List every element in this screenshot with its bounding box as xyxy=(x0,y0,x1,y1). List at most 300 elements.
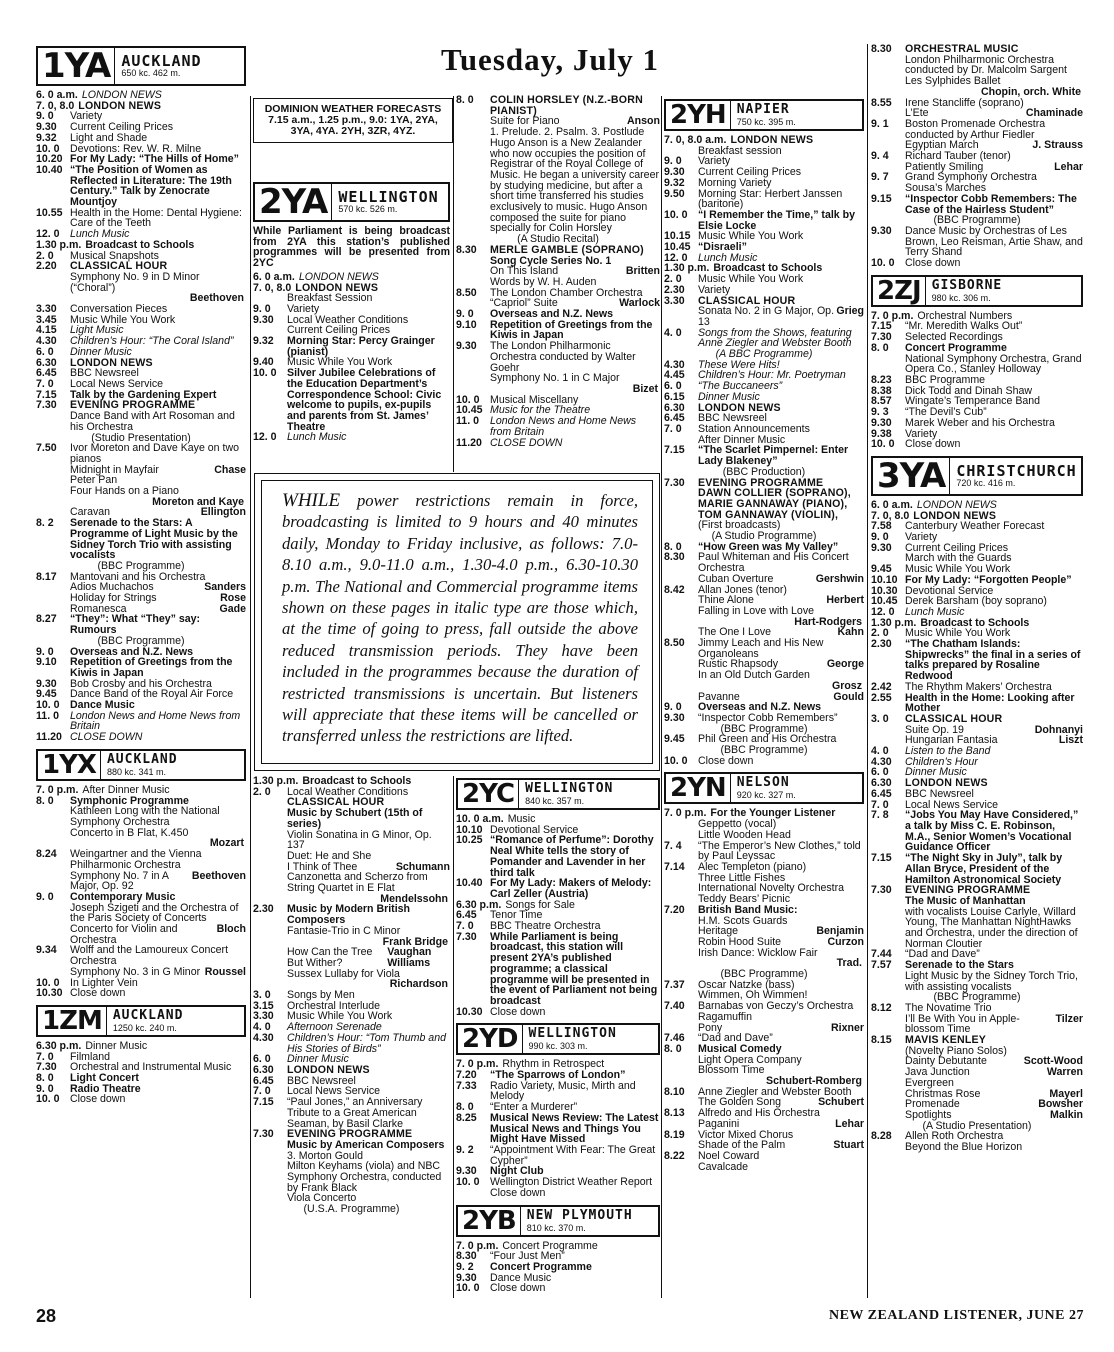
programme-item xyxy=(664,488,864,520)
programme-title: Irene Stancliffe (soprano) xyxy=(905,96,1024,109)
programme-item xyxy=(871,1067,1083,1078)
column-3-top xyxy=(456,95,660,471)
programme-time: 7.30 xyxy=(456,930,477,943)
programme-time: 4.15 xyxy=(36,324,57,337)
programme-title: National Symphony Orchestra, Grand Opera Co., Stanley Holloway xyxy=(905,352,1082,376)
programme-title: Grand Symphony Orchestra xyxy=(905,171,1037,184)
programme-time: 7.30 xyxy=(664,476,685,489)
programme-title: Serenade to the Stars: A Programme of Light Music by the Sidney Torch Trio with assisting vocalists xyxy=(70,517,238,562)
programme-title: Tenor Time xyxy=(490,909,543,922)
programme-title: Children’s Hour: Mr. Poetryman xyxy=(698,369,846,382)
programme-time: 2.30 xyxy=(871,638,892,651)
composer-credit: Anson xyxy=(627,115,660,128)
forecast-text: 7.15 a.m., 1.25 p.m., 9.0: 1YA, 2YA, 3YA, 4YA. 2YH, 3ZR, 4YZ. xyxy=(268,114,438,137)
programme-time: 2. 0 xyxy=(871,627,889,640)
programme-time: 8.15 xyxy=(871,1034,892,1047)
programme-title: Light Concert xyxy=(70,1072,139,1085)
programme-title: LONDON NEWS xyxy=(70,356,153,369)
programme-item xyxy=(871,639,1083,682)
piece-title: Pony xyxy=(698,1021,723,1034)
programme-item xyxy=(456,341,660,373)
programme-title: Variety xyxy=(287,302,320,315)
programme-title: “Enter a Murderer” xyxy=(490,1101,578,1114)
programme-title: MAVIS KENLEY xyxy=(905,1034,987,1047)
programme-title: Symphony No. 9 in D Minor (“Choral”) xyxy=(70,270,200,294)
piece-title: The Golden Song xyxy=(698,1096,782,1109)
station-call-sign: 1YX xyxy=(38,751,101,779)
piece-title: Concerto for Violin and Orchestra xyxy=(70,923,178,946)
programme-item xyxy=(871,1078,1083,1089)
programme-title: Station Announcements xyxy=(698,422,810,435)
piece-title: Adios Muchachos xyxy=(70,581,154,594)
programme-title: Teddy Bears’ Picnic xyxy=(698,893,791,906)
weather-forecast-box xyxy=(253,98,453,143)
programme-title: Lunch Music xyxy=(905,605,965,618)
programme-time: 9.30 xyxy=(871,416,892,429)
station-header-3ya xyxy=(871,456,1083,496)
programme-title: Four Hands on a Piano xyxy=(70,485,179,498)
station-call-sign: 2YB xyxy=(458,1207,521,1235)
programme-item xyxy=(36,1094,246,1105)
programme-title: Anne Ziegler and Webster Booth xyxy=(698,1085,852,1098)
programme-item xyxy=(664,1162,864,1173)
piece-title: Suite Op. 19 xyxy=(905,723,964,736)
programme-title: “The Emperor’s New Clothes,” told by Paul Leyssac xyxy=(698,839,861,863)
programme-title: LONDON NEWS xyxy=(287,1063,370,1076)
composer-credit: Warlock xyxy=(619,297,660,310)
programme-title: Variety xyxy=(905,427,938,440)
programme-title: While Parliament is being broadcast, this station will present 2YA’s published programme; a classical programme will be presented in the event of Parliament not being broadcast xyxy=(490,930,658,1007)
composer-credit: Rose xyxy=(220,592,246,605)
programme-item xyxy=(664,841,864,862)
programme-list-2zj xyxy=(871,311,1083,450)
programme-item xyxy=(664,1001,864,1012)
piece-title: Java Junction xyxy=(905,1066,970,1079)
programme-time: 6. 0 xyxy=(871,766,889,779)
column-2-bottom xyxy=(253,776,450,1296)
composer-credit: Herbert xyxy=(826,594,864,607)
programme-time: 7.30 xyxy=(36,399,57,412)
station-city: NAPIER xyxy=(736,102,790,117)
programme-title: Close down xyxy=(490,1282,546,1295)
programme-title: (Novelty Piano Solos) xyxy=(905,1044,1007,1057)
programme-note: (A Studio Presentation) xyxy=(922,1119,1032,1132)
station-city: CHRISTCHURCH xyxy=(956,461,1077,480)
programme-title xyxy=(70,871,246,892)
programme-title: Beyond the Blue Horizon xyxy=(905,1141,1023,1154)
programme-time: 9.30 xyxy=(871,224,892,237)
programme-title: Night Club xyxy=(490,1165,544,1178)
programme-title: Cavalcade xyxy=(698,1160,749,1173)
programme-title: Bob Crosby and his Orchestra xyxy=(70,677,212,690)
programme-title: “Mr. Meredith Walks Out” xyxy=(905,320,1023,333)
programme-title: Repetition of Greetings from the Kiwis in Japan xyxy=(490,318,653,342)
programme-item xyxy=(36,711,246,732)
programme-item xyxy=(871,853,1083,885)
programme-title: Sousa’s Marches xyxy=(905,182,987,195)
programme-title: “The Devil’s Cub” xyxy=(905,406,987,419)
programme-item xyxy=(871,971,1083,992)
programme-item xyxy=(36,849,246,870)
programme-list-2yh-evening xyxy=(871,44,1083,269)
programme-title: Close down xyxy=(70,987,126,1000)
programme-time: 9.32 xyxy=(664,176,685,189)
programme-item xyxy=(664,178,864,189)
composer-credit: Vaughan Williams xyxy=(387,946,432,969)
programme-item xyxy=(456,835,660,878)
programme-time: 10.10 xyxy=(871,573,898,586)
programme-item xyxy=(36,1041,246,1052)
composer-credit: Mendelssohn xyxy=(380,892,448,905)
programme-title: Wingate’s Temperance Band xyxy=(905,395,1041,408)
station-header-2yn xyxy=(664,772,864,804)
programme-time: 3.30 xyxy=(664,294,685,307)
programme-item xyxy=(664,1151,864,1162)
programme-time: 7.37 xyxy=(664,978,685,991)
programme-item xyxy=(456,138,660,234)
programme-title xyxy=(70,924,246,945)
programme-item xyxy=(871,789,1083,800)
programme-item xyxy=(456,1007,660,1018)
programme-note: (BBC Programme) xyxy=(97,559,185,572)
programme-item xyxy=(871,194,1083,215)
piece-title: Egyptian March xyxy=(905,139,979,152)
programme-title: Oscar Natzke (bass) xyxy=(698,978,795,991)
programme-title: London Philharmonic Orchestra conducted by Dr. Malcolm Sargent xyxy=(905,53,1067,77)
programme-time: 10.30 xyxy=(456,1005,483,1018)
station-city: AUCKLAND xyxy=(121,52,202,70)
programme-time: 9.15 xyxy=(871,192,892,205)
programme-item xyxy=(664,1140,864,1151)
programme-title: H.M. Scots Guards xyxy=(698,914,788,927)
programme-title: CLASSICAL HOUR xyxy=(905,712,1003,725)
programme-time: 9.38 xyxy=(871,427,892,440)
programme-title: “The Chatham Islands: Shipwrecks” the final in a series of talks prepared by Rosaline Redwood xyxy=(905,638,1081,683)
programme-title: Variety xyxy=(905,531,938,544)
programme-title: BBC Newsreel xyxy=(70,367,139,380)
programme-note: (BBC Programme) xyxy=(933,214,1021,227)
station-city: NEW PLYMOUTH xyxy=(526,1207,633,1223)
programme-time: 7. 0 p.m. xyxy=(456,1239,499,1252)
programme-time: 8.30 xyxy=(456,243,477,256)
programme-time: 10.45 xyxy=(456,404,483,417)
programme-item xyxy=(456,1145,660,1166)
programme-item xyxy=(664,1119,864,1130)
station-header-1ya xyxy=(36,46,246,86)
programme-title: Blossom Time xyxy=(698,1064,765,1077)
programme-title: Wolff and the Lamoureux Concert Orchestra xyxy=(70,944,229,968)
programme-item xyxy=(456,1188,660,1199)
programme-title: LONDON NEWS xyxy=(916,498,997,511)
programme-time: 6. 0 xyxy=(36,345,54,358)
programme-title: Lunch Music xyxy=(70,228,130,241)
piece-title: I’ll Be With You in Apple-blossom Time xyxy=(905,1012,1020,1036)
programme-item xyxy=(456,1113,660,1145)
programme-time: 4. 0 xyxy=(871,745,889,758)
programme-item xyxy=(253,1097,450,1129)
column-2-top xyxy=(253,180,450,466)
programme-time: 9. 0 xyxy=(36,645,54,658)
programme-title: Falling in Love with Love xyxy=(698,604,815,617)
composer-credit: Mozart xyxy=(209,837,244,850)
programme-time: 10. 0 xyxy=(36,976,60,989)
composer-credit: Richardson xyxy=(389,978,448,991)
programme-list-2ya xyxy=(253,226,450,443)
programme-item xyxy=(456,1081,660,1102)
programme-title: Dance Band of the Royal Air Force xyxy=(70,688,234,701)
programme-time: 10.30 xyxy=(36,987,63,1000)
station-call-sign: 1YA xyxy=(38,48,115,84)
programme-item xyxy=(36,689,246,700)
programme-time: 7.15 xyxy=(36,388,57,401)
programme-title: Derek Barsham (boy soprano) xyxy=(905,595,1047,608)
programme-time: 7.50 xyxy=(36,442,57,455)
programme-time: 2.42 xyxy=(871,680,892,693)
programme-title: “Dad and Dave” xyxy=(698,1032,773,1045)
programme-title: Irish Dance: Wicklow Fair xyxy=(698,946,818,959)
programme-title: Phil Green and His Orchestra xyxy=(698,733,837,746)
programme-title: Joseph Szigeti and the Orchestra of the Paris Society of Concerts xyxy=(70,901,239,925)
programme-time: 9. 0 xyxy=(871,531,889,544)
programme-time: 7. 0 p.m. xyxy=(664,807,707,820)
programme-time: 10.55 xyxy=(36,206,63,219)
programme-title: Close down xyxy=(698,754,754,767)
programme-time: 8.30 xyxy=(871,44,892,55)
programme-item xyxy=(664,328,864,349)
programme-title: Close down xyxy=(905,438,961,451)
programme-title: “Inspector Cobb Remembers: The Case of the Hairless Student” xyxy=(905,192,1077,216)
programme-time: 7. 0 p.m. xyxy=(456,1058,499,1071)
station-frequency: 840 kc. 357 m. xyxy=(525,796,585,806)
programme-item xyxy=(36,593,246,604)
piece-title: “Capriol” Suite xyxy=(490,297,558,310)
programme-title: Musical Comedy xyxy=(698,1042,782,1055)
programme-time: 8.50 xyxy=(664,637,685,650)
composer-credit: Dohnanyi xyxy=(1034,723,1083,736)
piece-title: Suite for Piano xyxy=(490,115,560,128)
composer-credit: Gershwin xyxy=(815,572,864,585)
programme-title: These Were Hits! xyxy=(698,358,780,371)
piece-title: Hungarian Fantasia xyxy=(905,734,998,747)
programme-item xyxy=(253,1140,450,1151)
programme-title xyxy=(698,1119,864,1130)
programme-item xyxy=(456,1177,660,1188)
programme-list-2yb xyxy=(456,1241,660,1295)
programme-title: Paul Whiteman and His Concert Orchestra xyxy=(698,551,849,575)
programme-time: 2.30 xyxy=(253,903,274,916)
programme-title: “Inspector Cobb Remembers” xyxy=(698,711,838,724)
programme-list-2ya-afternoon xyxy=(253,776,450,1215)
programme-time: 3.30 xyxy=(253,1010,274,1023)
programme-title: Orchestral Interlude xyxy=(287,999,381,1012)
programme-time: 10. 0 xyxy=(664,208,688,221)
programme-item xyxy=(871,810,1083,853)
programme-time: 9. 3 xyxy=(871,406,889,419)
programme-title: BBC Newsreel xyxy=(287,1074,356,1087)
programme-item xyxy=(871,226,1083,258)
programme-time: 7. 4 xyxy=(664,839,682,852)
programme-time: 8. 2 xyxy=(36,517,54,530)
programme-list-2ya-evening xyxy=(456,95,660,448)
programme-time: 1.30 p.m. xyxy=(36,238,82,251)
programme-title: Local News Service xyxy=(70,377,164,390)
programme-time: 12. 0 xyxy=(253,431,277,444)
programme-item xyxy=(456,438,660,449)
programme-title: Local Weather Conditions xyxy=(287,313,409,326)
programme-time: 6.45 xyxy=(36,367,57,380)
programme-title: Local News Service xyxy=(287,1085,381,1098)
piece-title: Symphony No. 3 in G Minor xyxy=(70,965,201,978)
programme-title: Light Music by the Sidney Torch Trio, with assisting vocalists xyxy=(905,969,1078,993)
programme-item xyxy=(664,381,864,392)
composer-credit: Lehar xyxy=(835,1117,864,1130)
programme-time: 8.57 xyxy=(871,395,892,408)
programme-title: Geppetto (vocal) xyxy=(698,818,777,831)
programme-time: 10. 0 a.m. xyxy=(456,813,504,825)
programme-item xyxy=(36,465,246,476)
programme-title: Music for the Theatre xyxy=(490,404,591,417)
programme-item xyxy=(871,1014,1083,1035)
programme-time: 7. 0, 8.0 xyxy=(36,99,75,112)
programme-item xyxy=(36,358,246,369)
programme-time: 9.34 xyxy=(36,944,57,957)
programme-title: “The Sparrows of London” xyxy=(490,1069,626,1082)
station-city: WELLINGTON xyxy=(338,188,439,206)
composer-credit: Schumann xyxy=(395,860,450,873)
programme-time: 9.45 xyxy=(36,688,57,701)
station-header-2yb xyxy=(456,1205,660,1237)
programme-title: Variety xyxy=(698,155,731,168)
programme-title: Songs for Sale xyxy=(505,898,575,911)
programme-title: CLASSICAL HOUR xyxy=(70,260,168,273)
programme-time: 6. 0 a.m. xyxy=(871,498,913,511)
programme-title xyxy=(698,306,864,327)
programme-title: COLIN HORSLEY (N.Z.-BORN PIANIST) xyxy=(490,95,643,117)
station-call-sign: 2YD xyxy=(458,1025,523,1053)
programme-title: “Paul Jones,” an Anniversary Tribute to a Great American Seaman, by Basil Clarke xyxy=(287,1096,423,1130)
programme-time: 10.40 xyxy=(456,877,483,890)
programme-item xyxy=(871,575,1083,586)
programme-title: “Disraeli” xyxy=(698,241,747,254)
programme-title: Dance Music xyxy=(490,1271,552,1284)
programme-title: Light and Shade xyxy=(70,131,148,144)
programme-item xyxy=(871,778,1083,789)
programme-item xyxy=(871,429,1083,440)
programme-time: 9.32 xyxy=(253,335,274,348)
notice-first-word: WHILE xyxy=(282,490,341,511)
piece-title: Promenade xyxy=(905,1098,960,1111)
programme-item xyxy=(36,945,246,966)
programme-time: 6. 0 a.m. xyxy=(36,89,78,101)
programme-item xyxy=(36,133,246,144)
programme-time: 7.15 xyxy=(253,1096,274,1109)
programme-time: 7. 0, 8.0 a.m. xyxy=(664,134,727,146)
programme-time: 4. 0 xyxy=(664,326,682,339)
programme-time: 10. 0 xyxy=(36,142,60,155)
programme-time: 1.30 p.m. xyxy=(664,262,710,275)
programme-item xyxy=(871,521,1083,532)
station-frequency: 720 kc. 416 m. xyxy=(956,477,1016,488)
programme-item xyxy=(664,274,864,285)
programme-title: Broadcast to Schools xyxy=(920,616,1030,629)
programme-title: Broadcast to Schools xyxy=(713,262,823,275)
programme-title: Dance Band with Art Rosoman and his Orchestra xyxy=(70,410,235,433)
piece-title: On This Island xyxy=(490,265,559,278)
programme-title: Dinner Music xyxy=(85,1039,148,1052)
programme-time: 8. 0 xyxy=(36,794,54,807)
station-city: NELSON xyxy=(736,775,790,791)
programme-title: CLASSICAL HOUR xyxy=(287,796,385,809)
programme-title: Music by Modern British Composers xyxy=(287,903,411,927)
programme-time: 8.24 xyxy=(36,848,57,861)
programme-title xyxy=(698,574,864,585)
programme-title: Breakfast session xyxy=(698,144,782,157)
programme-title: Evergreen xyxy=(905,1076,954,1089)
programme-time: 10.30 xyxy=(871,584,898,597)
programme-time: 7. 0 xyxy=(36,377,54,390)
programme-title: The London Chamber Orchestra xyxy=(490,286,643,299)
programme-time: 7.46 xyxy=(664,1032,685,1045)
programme-time: 9.30 xyxy=(456,1165,477,1178)
programme-title: Milton Keyhams (viola) and NBC Symphony Orchestra, conducted by Frank Black xyxy=(287,1160,442,1194)
programme-item xyxy=(36,657,246,678)
programme-title: LONDON NEWS xyxy=(698,401,781,414)
programme-title: DAWN COLLIER (SOPRANO), MARIE GANNAWAY (PIANO), TOM GANNAWAY (VIOLIN), xyxy=(698,487,851,521)
station-frequency: 980 kc. 306 m. xyxy=(931,292,991,303)
programme-title: Morning Variety xyxy=(698,176,772,189)
programme-title: Close down xyxy=(490,1186,546,1199)
station-call-sign: 3YA xyxy=(873,458,950,494)
programme-time: 8. 0 xyxy=(664,1042,682,1055)
programme-title: 3. Morton Gould xyxy=(287,1149,363,1162)
programme-title: Boston Promenade Orchestra conducted by Arthur Fiedler xyxy=(905,117,1046,141)
programme-title xyxy=(287,947,450,968)
composer-credit: Kahn xyxy=(837,626,864,639)
programme-title: Morning Star: Herbert Janssen (baritone) xyxy=(698,187,843,211)
programme-time: 7. 0 xyxy=(36,1050,54,1063)
programme-list-2yd xyxy=(456,1059,660,1198)
composer-credit: Sanders xyxy=(204,581,246,594)
programme-title: LONDON NEWS xyxy=(78,99,162,112)
programme-time: 3.45 xyxy=(36,313,57,326)
programme-title: After Dinner Music xyxy=(698,433,786,446)
programme-time: 9. 0 xyxy=(36,890,54,903)
programme-item xyxy=(456,900,660,911)
programme-title: Health in the Home: Looking after Mother xyxy=(905,691,1075,715)
programme-title: Devotions: Rev. W. R. Milne xyxy=(70,142,202,155)
programme-note: (U.S.A. Programme) xyxy=(303,1203,400,1216)
programme-title: For My Lady: “The Hills of Home” xyxy=(70,153,239,166)
programme-time: 11.20 xyxy=(36,731,62,744)
programme-time: 7. 0 xyxy=(664,422,682,435)
programme-title: Little Wooden Head xyxy=(698,828,791,841)
programme-time: 8. 0 xyxy=(664,540,682,553)
programme-time: 8.19 xyxy=(664,1128,685,1141)
programme-time: 2.55 xyxy=(871,691,892,704)
programme-title: BBC Programme xyxy=(905,373,986,386)
programme-time: 9.32 xyxy=(36,131,57,144)
programme-time: 2. 0 xyxy=(664,273,682,286)
programme-item xyxy=(253,368,450,432)
programme-title: Orchestral and Instrumental Music xyxy=(70,1061,232,1074)
programme-item xyxy=(456,373,660,384)
programme-item xyxy=(664,242,864,253)
programme-title: Canterbury Weather Forecast xyxy=(905,520,1045,533)
programme-title: Mantovani and his Orchestra xyxy=(70,570,206,583)
programme-title: Light Opera Company xyxy=(698,1053,802,1066)
programme-title: The Rhythm Makers’ Orchestra xyxy=(905,680,1052,693)
programme-time: 7.33 xyxy=(456,1079,477,1092)
